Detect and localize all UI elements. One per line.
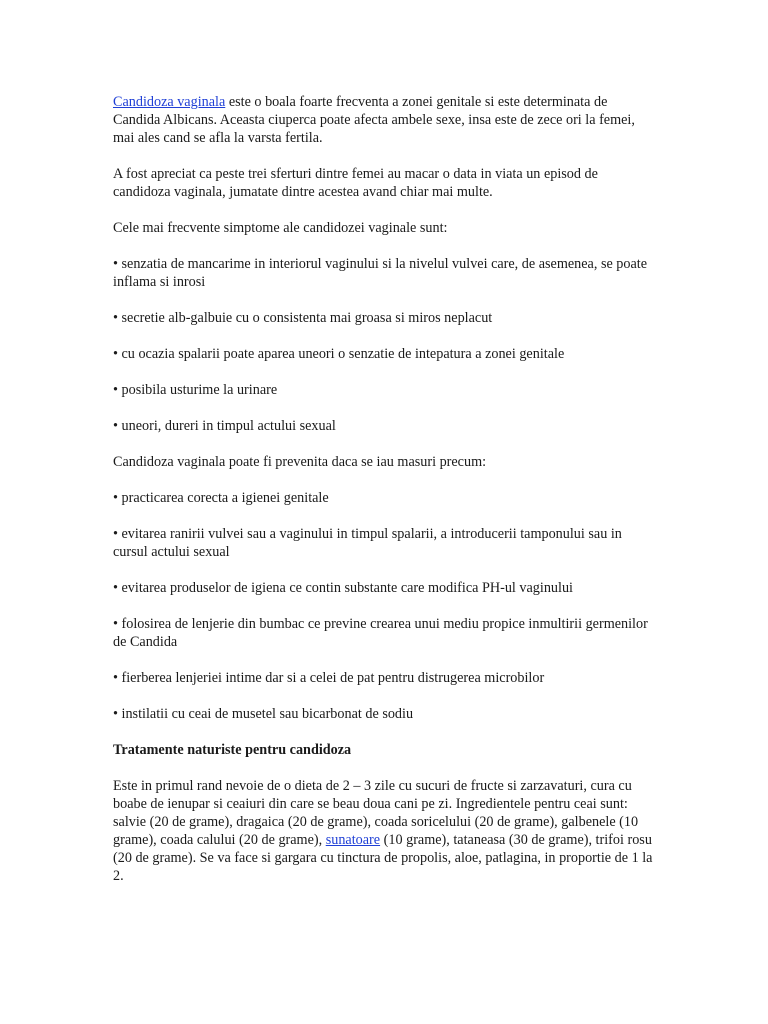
symptom-item: • secretie alb-galbuie cu o consistenta mai groasa si miros neplacut [113, 310, 493, 326]
symptom-item: • uneori, dureri in timpul actului sexual [113, 418, 336, 434]
symptom-item: • posibila usturime la urinare [113, 382, 278, 398]
symptom-item: • cu ocazia spalarii poate aparea uneori o senzatie de intepatura a zonei genitale [113, 346, 565, 362]
treatment-heading: Tratamente naturiste pentru candidoza [113, 742, 352, 758]
intro-text: este o boala foarte frecventa a zonei genitale si este determinata de Candida Albicans. Aceasta ciuperca poate afecta ambele sexe, insa este de zece ori la femei, mai ales cand se afla la varsta fertila. [113, 94, 635, 146]
treatment-text-part2: (10 grame), tataneasa (30 de grame), trifoi rosu (20 de grame). Se va face si gargara cu tinctura de propolis, aloe, patlagina, in proportie de 1 la 2. [113, 832, 653, 884]
prevention-item: • evitarea ranirii vulvei sau a vaginului in timpul spalarii, a introducerii tamponului sau in cursul actului sexual [113, 526, 622, 560]
prevention-item: • evitarea produselor de igiena ce contin substante care modifica PH-ul vaginului [113, 580, 573, 596]
treatment-text-part1: Este in primul rand nevoie de o dieta de 2 – 3 zile cu sucuri de fructe si zarzavaturi, cura cu boabe de ienupar si ceaiuri din care se beau doua cani pe zi. Ingredientele pentru ceai sunt: salvie (20 de grame), dragaica (20 de grame), coada soricelului (20 de grame), galbenele (10 grame), coada calului (20 de grame), [113, 778, 639, 848]
sunatoare-link[interactable]: sunatoare [325, 832, 381, 848]
symptom-item: • senzatia de mancarime in interiorul vaginului si la nivelul vulvei care, de asemenea, se poate inflama si inrosi [113, 256, 648, 290]
prevention-item: • practicarea corecta a igienei genitale [113, 490, 329, 506]
intro-paragraph [113, 93, 658, 147]
prevention-heading: Candidoza vaginala poate fi prevenita daca se iau masuri precum: [113, 454, 487, 470]
prevention-item: • fierberea lenjeriei intime dar si a celei de pat pentru distrugerea microbilor [113, 670, 545, 686]
treatment-paragraph [113, 777, 658, 885]
prevention-item: • folosirea de lenjerie din bumbac ce previne crearea unui mediu propice inmultirii germenilor de Candida [113, 616, 648, 650]
candidoza-link[interactable]: Candidoza vaginala [113, 94, 226, 110]
prevalence-paragraph: A fost apreciat ca peste trei sferturi dintre femei au macar o data in viata un episod de candidoza vaginala, jumatate dintre acestea avand chiar mai multe. [113, 166, 598, 200]
symptoms-heading: Cele mai frecvente simptome ale candidozei vaginale sunt: [113, 220, 448, 236]
prevention-item: • instilatii cu ceai de musetel sau bicarbonat de sodiu [113, 706, 414, 722]
document-body [113, 93, 658, 903]
